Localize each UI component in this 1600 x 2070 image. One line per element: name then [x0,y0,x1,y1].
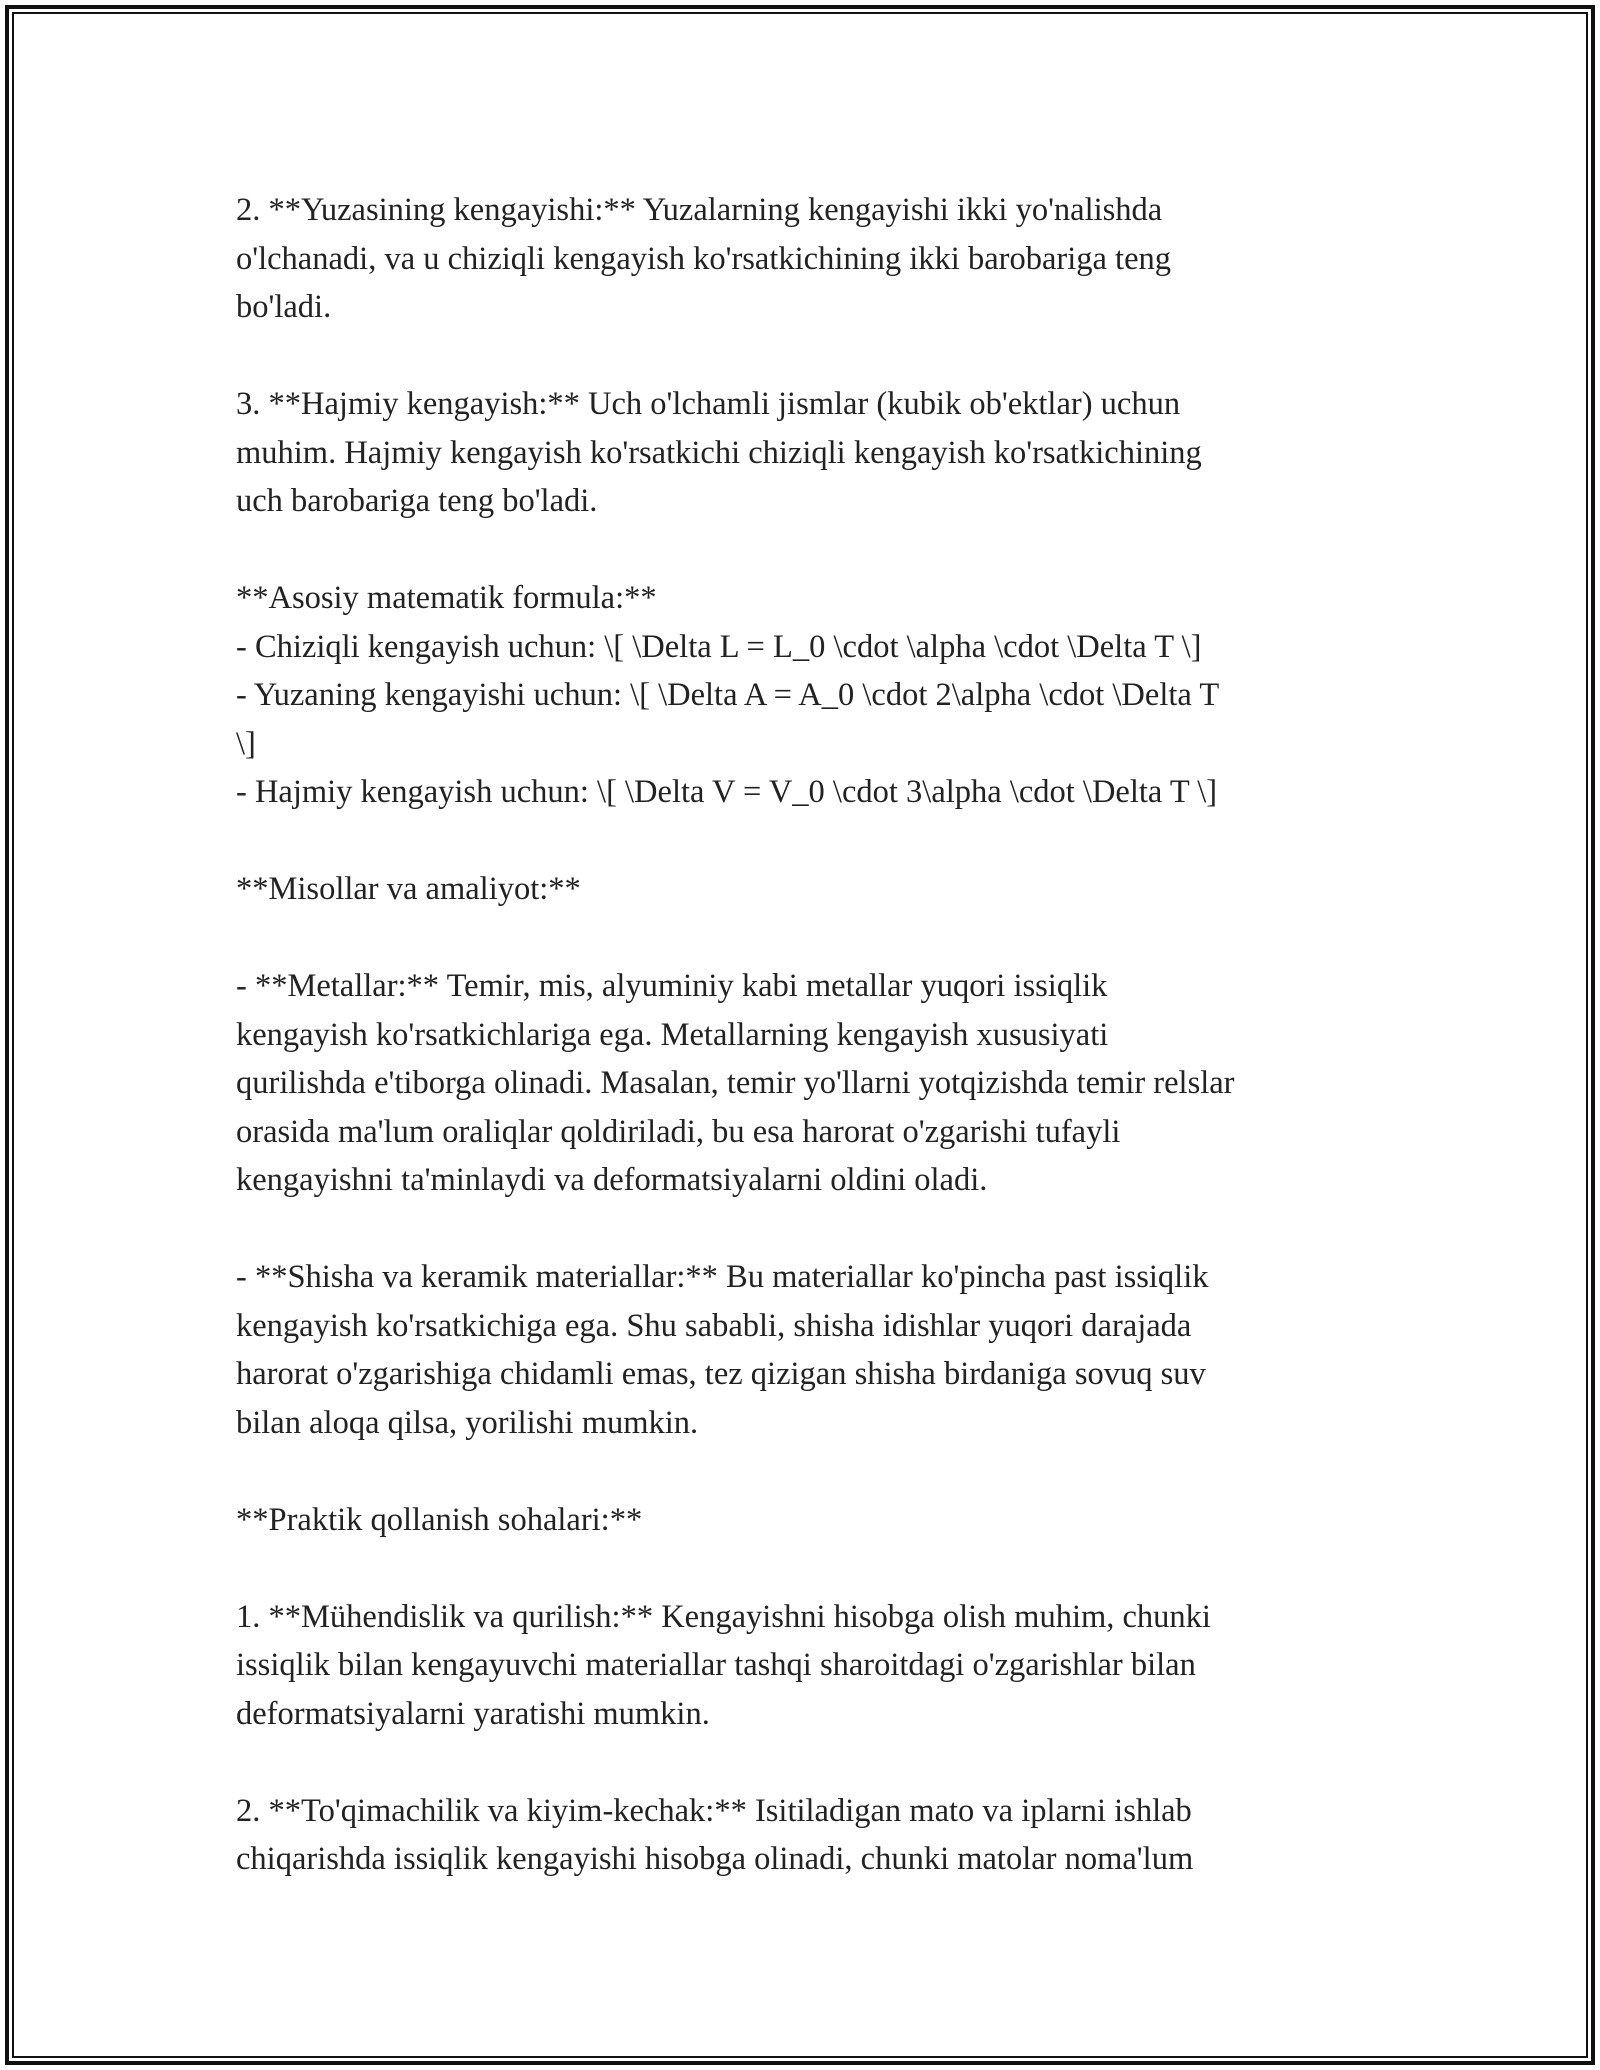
text-line: issiqlik bilan kengayuvchi materiallar tashqi sharoitdagi o'zgarishlar bilan [236,1647,1196,1683]
section-heading: **Misollar va amaliyot:** [236,871,581,907]
text-line: bilan aloqa qilsa, yorilishi mumkin. [236,1404,699,1441]
formula-line: - Chiziqli kengayish uchun: \[ \Delta L = L_0 \cdot \alpha \cdot \Delta T \] [236,628,1202,665]
paragraph-metals [236,962,1376,1205]
text-line: 2. **Yuzasining kengayishi:** Yuzalarning kengayishi ikki yo'nalishda [236,192,1163,228]
text-line: kengayishni ta'minlaydi va deformatsiyalarni oldini oladi. [236,1162,988,1198]
text-line: - **Metallar:** Temir, mis, alyuminiy kabi metallar yuqori issiqlik [236,968,1108,1004]
text-line: harorat o'zgarishiga chidamli emas, tez qizigan shisha birdaniga sovuq suv [236,1356,1206,1392]
text-line: uch barobariga teng bo'ladi. [236,483,598,519]
paragraph-engineering [236,1593,1376,1739]
text-line: chiqarishda issiqlik kengayishi hisobga olinadi, chunki matolar noma'lum [236,1841,1194,1877]
text-line: orasida ma'lum oraliqlar qoldiriladi, bu esa harorat o'zgarishi tufayli [236,1113,1121,1150]
document-body [236,186,1376,1884]
paragraph-examples-heading [236,865,1376,914]
paragraph-surface-expansion [236,186,1376,332]
text-line: 2. **To'qimachilik va kiyim-kechak:** Isitiladigan mato va iplarni ishlab [236,1792,1192,1829]
text-line: 1. **Mühendislik va qurilish:** Kengayishni hisobga olish muhim, chunki [236,1598,1211,1635]
paragraph-applications-heading [236,1496,1376,1545]
formula-line: - Hajmiy kengayish uchun: \[ \Delta V = V_0 \cdot 3\alpha \cdot \Delta T \] [236,774,1218,810]
text-line: kengayish ko'rsatkichiga ega. Shu sababli, shisha idishlar yuqori darajada [236,1307,1192,1344]
text-line: muhim. Hajmiy kengayish ko'rsatkichi chiziqli kengayish ko'rsatkichining [236,434,1202,471]
paragraph-formulas [236,574,1376,817]
text-line: bo'ladi. [236,289,332,325]
formula-line: - Yuzaning kengayishi uchun: \[ \Delta A = A_0 \cdot 2\alpha \cdot \Delta T [236,677,1220,713]
section-heading: **Praktik qollanish sohalari:** [236,1501,643,1538]
text-line: deformatsiyalarni yaratishi mumkin. [236,1695,710,1732]
formula-line: \] [236,725,256,762]
text-line: o'lchanadi, va u chiziqli kengayish ko'rsatkichining ikki barobariga teng [236,240,1171,277]
paragraph-volume-expansion [236,380,1376,526]
paragraph-glass-ceramics [236,1253,1376,1447]
text-line: - **Shisha va keramik materiallar:** Bu materiallar ko'pincha past issiqlik [236,1259,1209,1295]
paragraph-textiles [236,1787,1376,1884]
text-line: 3. **Hajmiy kengayish:** Uch o'lchamli jismlar (kubik ob'ektlar) uchun [236,386,1181,422]
section-heading: **Asosiy matematik formula:** [236,580,657,616]
text-line: qurilishda e'tiborga olinadi. Masalan, temir yo'llarni yotqizishda temir relslar [236,1065,1235,1101]
text-line: kengayish ko'rsatkichlariga ega. Metallarning kengayish xususiyati [236,1016,1109,1053]
